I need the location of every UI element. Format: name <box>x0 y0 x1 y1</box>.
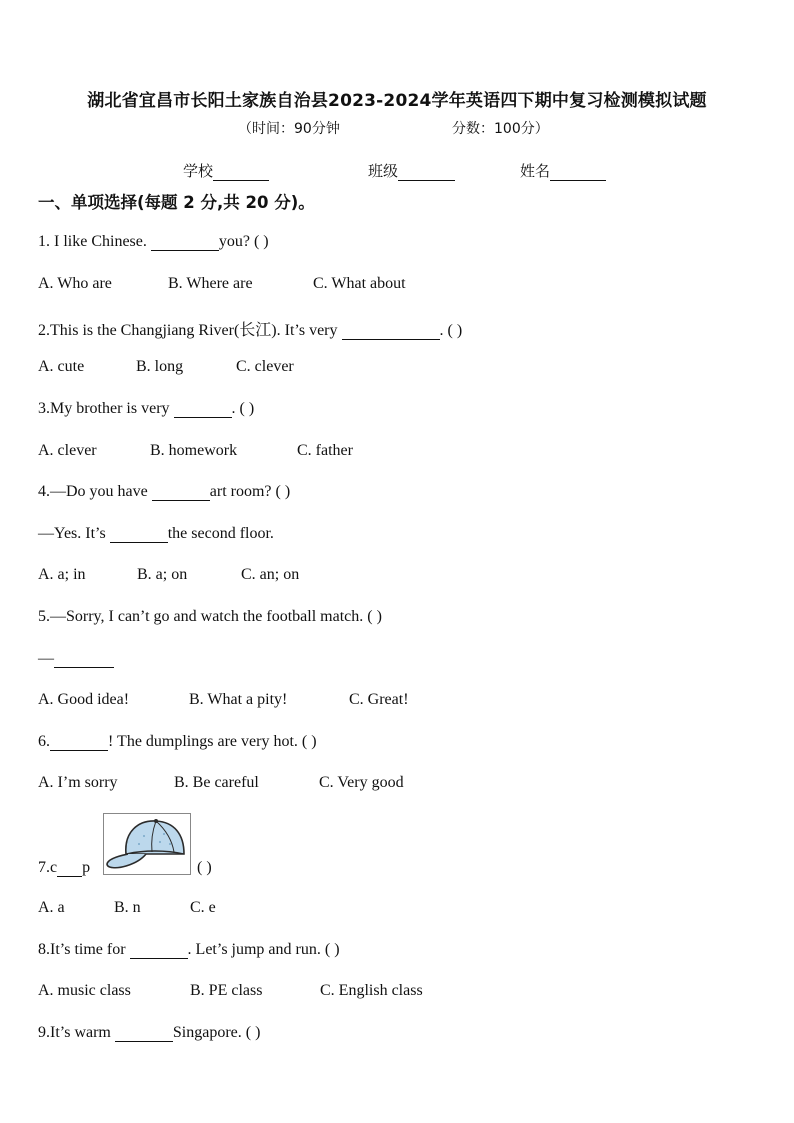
option-b: B. long <box>136 358 184 375</box>
option-a: A. Who are <box>38 275 112 292</box>
answer-blank <box>152 500 210 501</box>
option-a: A. cute <box>38 358 85 375</box>
option-c: C. Great! <box>349 691 409 708</box>
question-6 <box>38 733 317 751</box>
school-blank <box>213 180 269 181</box>
name-label: 姓名 <box>520 162 551 180</box>
exam-score: 分数：100分） <box>452 121 549 137</box>
school-label: 学校 <box>183 162 214 180</box>
option-a: A. music class <box>38 982 131 999</box>
question-4 <box>38 483 290 501</box>
question-text: p <box>82 859 91 876</box>
question-text: 3.My brother is very <box>38 400 174 417</box>
question-3 <box>38 400 254 418</box>
question-text: 4.—Do you have <box>38 483 152 500</box>
answer-blank <box>174 417 232 418</box>
question-text: 9.It’s warm <box>38 1024 115 1041</box>
answer-blank <box>110 542 168 543</box>
exam-time: （时间：90分钟 <box>238 121 340 137</box>
section-heading: 一、单项选择(每题 2 分,共 20 分)。 <box>38 193 315 212</box>
question-2 <box>38 317 462 340</box>
question-text: 6. <box>38 733 50 750</box>
name-blank <box>550 180 606 181</box>
question-4-reply <box>38 525 274 543</box>
question-text: —Yes. It’s <box>38 525 110 542</box>
option-b: B. a; on <box>137 566 188 583</box>
question-text: Singapore. ( ) <box>172 1024 261 1041</box>
option-a: A. Good idea! <box>38 691 130 708</box>
answer-blank <box>57 876 82 877</box>
answer-paren: ( ) <box>197 859 212 876</box>
question-text: ! The dumplings are very hot. ( ) <box>108 733 317 750</box>
question-text: . ( ) <box>439 322 463 339</box>
class-field <box>368 160 455 181</box>
cap-image <box>103 813 191 875</box>
question-text: 8.It’s time for <box>38 941 130 958</box>
option-a: A. I’m sorry <box>38 774 118 791</box>
class-label: 班级 <box>368 162 399 180</box>
question-5-reply <box>38 650 114 668</box>
option-b: B. homework <box>150 442 238 459</box>
answer-blank <box>115 1041 173 1042</box>
question-text: — <box>38 650 54 667</box>
option-a: A. clever <box>38 442 97 459</box>
class-blank <box>398 180 455 181</box>
option-b: B. PE class <box>190 982 263 999</box>
option-c: C. an; on <box>241 566 300 583</box>
question-text: . Let’s jump and run. ( ) <box>187 941 340 958</box>
answer-blank <box>54 667 114 668</box>
question-5 <box>38 608 382 626</box>
exam-title: 湖北省宜昌市长阳土家族自治县2023-2024学年英语四下期中复习检测模拟试题 <box>87 91 707 111</box>
question-text: 2.This is the Changjiang River(长江). It’s very <box>38 322 342 339</box>
question-text: . ( ) <box>231 400 255 417</box>
option-b: B. What a pity! <box>189 691 288 708</box>
question-9 <box>38 1024 260 1042</box>
question-7 <box>38 859 90 877</box>
question-text: the second floor. <box>167 525 274 542</box>
question-8 <box>38 941 340 959</box>
school-field <box>183 160 269 181</box>
option-b: B. Be careful <box>174 774 259 791</box>
answer-blank <box>130 958 188 959</box>
name-field <box>520 160 606 181</box>
option-c: C. English class <box>320 982 423 999</box>
option-c: C. clever <box>236 358 294 375</box>
answer-blank <box>151 250 219 251</box>
question-text: 5.—Sorry, I can’t go and watch the football match. ( ) <box>38 608 382 625</box>
question-1 <box>38 233 269 251</box>
question-text: 7.c <box>38 859 58 876</box>
option-b: B. n <box>114 899 141 916</box>
option-c: C. father <box>297 442 353 459</box>
option-b: B. Where are <box>168 275 253 292</box>
question-text: 1. I like Chinese. <box>38 233 151 250</box>
question-text: art room? ( ) <box>209 483 291 500</box>
question-text: you? ( ) <box>218 233 269 250</box>
option-a: A. a; in <box>38 566 86 583</box>
option-a: A. a <box>38 899 65 916</box>
option-c: C. Very good <box>319 774 404 791</box>
answer-blank <box>50 750 108 751</box>
option-c: C. What about <box>313 275 406 292</box>
option-c: C. e <box>190 899 216 916</box>
cap-icon <box>104 814 190 874</box>
answer-blank <box>342 339 440 340</box>
